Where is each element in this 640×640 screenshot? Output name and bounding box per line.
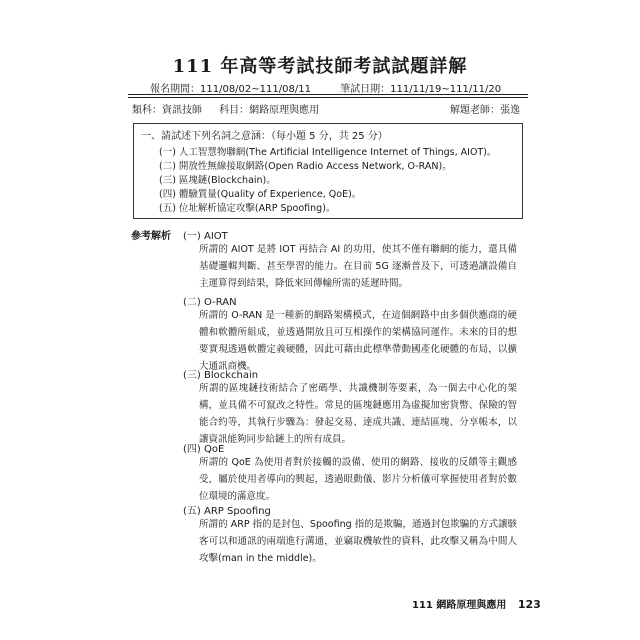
page-number: 123: [517, 598, 541, 611]
header-divider-top: [128, 94, 528, 95]
header-divider-bottom: [128, 97, 528, 98]
registration-period: 報名期間：111/08/02~111/08/11: [150, 84, 311, 95]
exam-category: 類科：資訊技師: [132, 105, 202, 116]
exam-subject: 科目：網路原理與應用: [219, 105, 320, 116]
footer-title: 111 網路原理與應用: [412, 600, 507, 611]
answer-heading: (三) Blockchain: [183, 370, 259, 381]
exam-dates: [150, 80, 501, 95]
answer-heading: (四) QoE: [183, 444, 225, 455]
answer-heading: (一) AIOT: [183, 231, 228, 242]
answer-heading: (二) O-RAN: [183, 297, 237, 308]
answer-body: 所謂的 QoE 為使用者對於接觸的設備、使用的網路、接收的反饋等主觀感受，屬於使用者導向的興起，透過眼動儀、影片分析儀可掌握使用者對於數位環境的滿意度。: [199, 457, 517, 502]
answer-body: 所謂的 ARP 指的是封包、Spoofing 指的是欺騙，通過封包欺騙的方式讓駭客可以和通訊的兩端進行溝通，並竊取機敏性的資料，此攻擊又稱為中間人攻擊(man in the middle)。: [199, 519, 517, 564]
question-item: (一) 人工智慧物聯網(The Artificial Intelligence Internet of Things, AIOT)。: [159, 147, 497, 158]
exam-teacher: 解題老師：張逸: [450, 105, 520, 116]
answer-body: 所謂的 O-RAN 是一種新的網路架構模式，在這個網路中由多個供應商的硬體和軟體所組成，並透過開放且可互相操作的架構協同運作。未來的目的想要實現透過軟體定義硬體，因此可藉由此標準帶動國產化硬體的布局，以擴大通訊商機。: [199, 310, 517, 372]
answer-label: 參考解析: [131, 231, 171, 242]
question-intro: 一、請試述下列名詞之意涵：（每小題 5 分，共 25 分）: [141, 131, 388, 142]
question-item: (五) 位址解析協定攻擊(ARP Spoofing)。: [159, 203, 336, 214]
answer-heading: (五) ARP Spoofing: [183, 506, 271, 517]
question-item: (三) 區塊鏈(Blockchain)。: [159, 175, 276, 186]
question-item: (二) 開放性無線接取網路(Open Radio Access Network, O-RAN)。: [159, 161, 452, 172]
question-item: (四) 體驗質量(Quality of Experience, QoE)。: [159, 189, 362, 200]
answer-body: 所謂的區塊鏈技術結合了密碼學、共識機制等要素，為一個去中心化的架構，並具備不可竄改之特性。常見的區塊鏈應用為虛擬加密貨幣、保險的智能合約等，其執行步驟為：發起交易、達成共識、連結區塊、分享帳本，以讓資訊能夠同步給鏈上的所有成員。: [199, 383, 517, 445]
page-footer: [412, 596, 541, 611]
answer-body: 所謂的 AIOT 是將 IOT 再結合 AI 的功用，使其不僅有聯網的能力，還具備基礎邏輯判斷、甚至學習的能力。在目前 5G 逐漸普及下，可透過讓設備自主運算得到結果，降低來回傳輸所需的延遲時間。: [199, 244, 517, 289]
exam-date: 筆試日期：111/11/19~111/11/20: [340, 84, 502, 95]
page-title: 111 年高等考試技師考試試題詳解: [172, 56, 468, 77]
exam-meta: [132, 101, 520, 116]
